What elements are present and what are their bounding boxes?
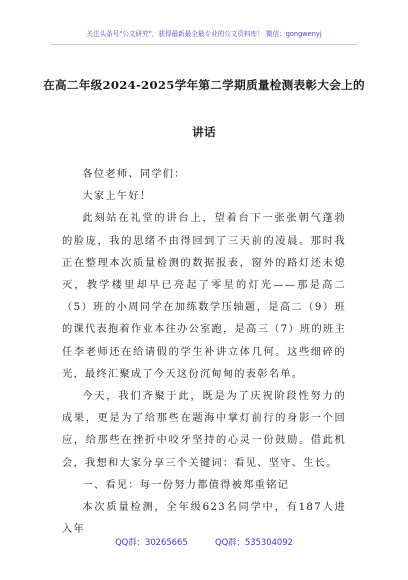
salutation: 各位老师、同学们： [82,169,186,180]
document-title-line1: 在高二年级2024-2025学年第二学期质量检测表彰大会上的 [43,78,365,92]
header-divider [50,44,358,45]
document-title-line2: 讲话 [192,125,216,139]
header-banner: 关注头条号"公文研究"，获得最新最全最专业的公文资料库！ 微信：gongwenyj [86,30,322,38]
document-body [62,164,346,541]
section-heading: 一、看见：每一份努力都值得被郑重铭记 [82,479,290,491]
footer [0,536,408,548]
footer-qq-group-2: QQ群：535304092 [215,537,293,547]
footer-qq-group-1: QQ群：30265665 [115,537,188,547]
greeting: 大家上午好！ [82,191,152,203]
body-paragraph: 今天，我们齐聚于此，既是为了庆祝阶段性努力的成果，更是为了给那些在题海中掌灯前行的身影一个回应，给那些在挫折中咬牙坚持的心灵一份鼓励。借此机会，我想和大家分享三个关键词：看见、坚守、生长。 [62,391,346,469]
body-paragraph: 本次质量检测，全年级623名同学中，有187人进入年 [62,502,346,536]
body-paragraph: 此刻站在礼堂的讲台上，望着台下一张张朝气蓬勃的脸庞，我的思绪不由得回到了三天前的凌晨。那时我正在整理本次质量检测的数据报表，窗外的路灯还未熄灭，教学楼里却早已亮起了零星的灯光——那是高二（5）班的小周同学在加练数学压轴题，是高二（9）班的课代表抱着作业本往办公室跑，是高三（7）班的班主任李老师还在给请假的学生补讲立体几何。这些细碎的光，最终汇聚成了今天这份沉甸甸的表彰名单。 [62,213,346,380]
